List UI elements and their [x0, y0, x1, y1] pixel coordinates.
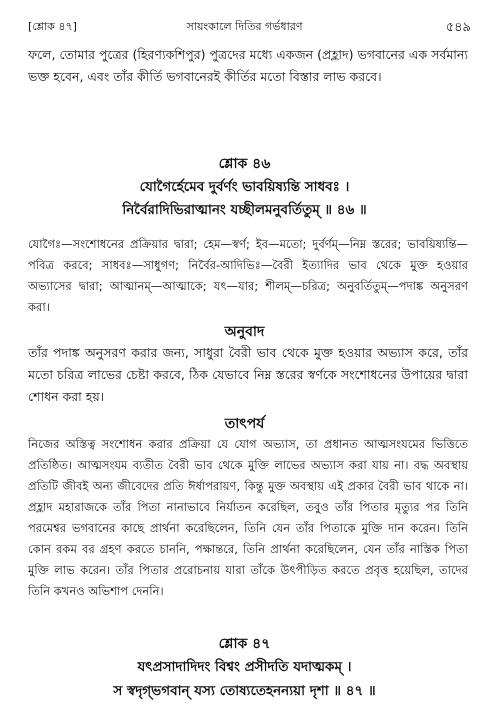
- running-header-chapter-title: সায়ংকালে দিতির গর্ভধারণ: [186, 20, 303, 33]
- sloka-47-line-2: স স্বদৃগ্ভগবান্‌ যস্য তোষ্যতেহনন্যয়া দৃশা ॥ ৪৭ ॥: [113, 683, 376, 699]
- sloka-46-line-2: নির্বৈরাদিভিরাত্মানং যচ্ছীলমনুবর্তিতুম্‌ ॥ ৪৬ ॥: [122, 202, 367, 218]
- sloka-46-line-1: যোগৈর্হেমেব দুর্বর্ণং ভাবয়িষ্যন্তি সাধবঃ ।: [139, 179, 350, 195]
- page-number: ৫৪৯: [445, 20, 471, 35]
- translation-heading: অনুবাদ: [224, 324, 265, 340]
- purport-heading: তাৎপর্য: [224, 416, 265, 432]
- translation-paragraph: তাঁর পদাঙ্ক অনুসরণ করার জন্য, সাধুরা বৈরী ভাব থেকে মুক্ত হওয়ার অভ্যাস করে, তাঁর মতো চরিত্র লাভের চেষ্টা করবে, ঠিক যেভাবে নিম্ন স্তরের স্বর্ণকে সংশোধনের উপায়ের দ্বারা শোধন করা হয়।: [28, 345, 468, 404]
- sloka-47-heading: শ্লোক ৪৭: [218, 636, 271, 652]
- sloka-47-line-1: যৎপ্রসাদাদিদং বিশ্বং প্রসীদতি যদাত্মকম্‌ ।: [137, 659, 352, 675]
- sloka-46-synonyms: যোগৈঃ—সংশোধনের প্রক্রিয়ার দ্বারা; হেম—স্বর্ণ; ইব—মতো; দুর্বর্ণম্‌—নিম্ন স্তরের; ভাবয়িষ্যন্তি—পবিত্র করবে; সাধবঃ—সাধুগণ; নির্বৈর-আদিভিঃ—বৈরী ইত্যাদির ভাব থেকে মুক্ত হওয়ার অভ্যাসের দ্বারা; আত্মানম্‌—আত্মাকে; যৎ—যার; শীলম্‌—চরিত্র; অনুবর্তিতুম্‌—পদাঙ্ক অনুসরণ করা।: [28, 237, 468, 314]
- purport-paragraph: নিজের অস্তিত্ব সংশোধন করার প্রক্রিয়া যে যোগ অভ্যাস, তা প্রধানত আত্মসংযমের ভিত্তিতে প্রতিষ্ঠিত। আত্মসংযম ব্যতীত বৈরী ভাব থেকে মুক্তি লাভের অভ্যাস করা যায় না। বদ্ধ অবস্থায় প্রতিটি জীবই অন্য জীবেদের প্রতি ঈর্ষাপরায়ণ, কিন্তু মুক্ত অবস্থায় এই প্রকার বৈরী ভাব থাকে না। প্রহ্লাদ মহারাজকে তাঁর পিতা নানাভাবে নির্যাতন করেছিল, তবুও তাঁর পিতার মৃত্যুর পর তিনি পরমেশ্বর ভগবানের কাছে প্রার্থনা করেছিলেন, তিনি যেন তাঁর পিতাকে মুক্তি দান করেন। তিনি কোন রকম বর গ্রহণ করতে চাননি, পক্ষান্তরে, তিনি প্রার্থনা করেছিলেন, যেন তাঁর নাস্তিক পিতা মুক্তি লাভ করেন। তাঁর পিতার প্ররোচনায় যারা তাঁকে উৎপীড়িত করতে প্রবৃত্ত হয়েছিল, তাদের তিনি কখনও অভিশাপ দেননি।: [28, 437, 468, 598]
- running-header-verse-ref: [শ্লোক ৪৭]: [28, 20, 77, 33]
- sloka-46-heading: শ্লোক ৪৬: [218, 156, 271, 172]
- intro-paragraph: ফলে, তোমার পুত্রের (হিরণ্যকশিপুর) পুত্রদের মধ্যে একজন (প্রহ্লাদ) ভগবানের এক সর্বমান্য ভক্ত হবেন, এবং তাঁর কীর্তি ভগবানেরই কীর্তির মতো বিস্তার লাভ করবে।: [28, 47, 468, 84]
